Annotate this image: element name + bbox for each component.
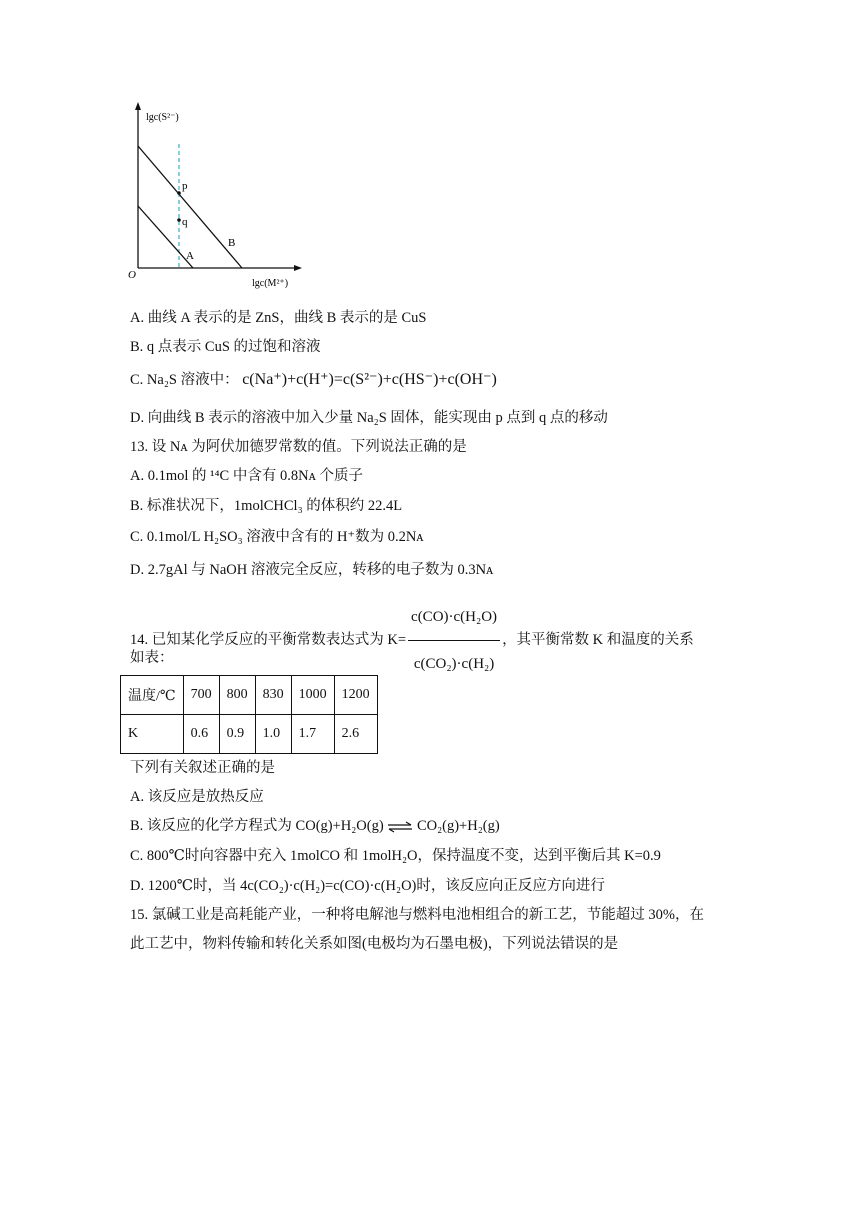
q13-option-b: B. 标准状况下，1molCHCl₃ 的体积约 22.4L — [130, 498, 403, 514]
curve-b-label: B — [228, 237, 236, 249]
q12-option-c-prefix: C. Na₂S 溶液中： — [130, 372, 239, 388]
equilibrium-arrow-icon — [387, 821, 413, 833]
q15-line2: 此工艺中，物料传输和转化关系如图(电极均为石墨电极)，下列说法错误的是 — [130, 936, 619, 952]
q13-option-c: C. 0.1mol/L H₂SO₃ 溶液中含有的 H⁺数为 0.2Nᴀ — [130, 529, 424, 545]
table-cell: 800 — [219, 676, 255, 715]
q12-option-a: A. 曲线 A 表示的是 ZnS，曲线 B 表示的是 CuS — [130, 310, 427, 326]
table-row — [121, 676, 378, 715]
q15-line1: 15. 氯碱工业是高耗能产业，一种将电解池与燃料电池相组合的新工艺，节能超过 30%，在 — [130, 907, 704, 923]
q14-stem — [130, 595, 694, 686]
table-cell: 0.6 — [183, 715, 219, 754]
table-cell: 700 — [183, 676, 219, 715]
x-axis-label: lgc(M²⁺) — [252, 278, 289, 289]
x-axis-arrow — [294, 265, 302, 271]
q14-stem-line2: 如表： — [130, 650, 174, 666]
equilibrium-constant-fraction — [408, 595, 500, 686]
table-cell: 2.6 — [334, 715, 377, 754]
table-cell: 1200 — [334, 676, 377, 715]
q13-option-a: A. 0.1mol 的 ¹⁴C 中含有 0.8Nᴀ 个质子 — [130, 468, 363, 484]
q12-option-c — [130, 370, 497, 390]
q14-option-c: C. 800℃时向容器中充入 1molCO 和 1molH₂O，保持温度不变，达到平衡后其 K=0.9 — [130, 848, 661, 864]
table-cell: 1.0 — [255, 715, 291, 754]
point-q-label: q — [182, 216, 188, 228]
point-p-dot — [177, 191, 181, 195]
q14-option-b-prefix: B. 该反应的化学方程式为 CO(g)+H₂O(g) — [130, 818, 384, 834]
table-cell: 1000 — [291, 676, 334, 715]
q14-after-table: 下列有关叙述正确的是 — [130, 760, 275, 776]
q12-option-c-equation: c(Na⁺)+c(H⁺)=c(S²⁻)+c(HS⁻)+c(OH⁻) — [242, 371, 497, 388]
q14-option-b — [130, 816, 500, 836]
y-axis-label: lgc(S²⁻) — [146, 112, 179, 123]
curve-a-label: A — [186, 250, 194, 262]
table-cell: 830 — [255, 676, 291, 715]
k-temperature-table — [120, 675, 378, 754]
fraction-denominator: c(CO₂)·c(H₂) — [413, 656, 495, 672]
q14-option-b-suffix: CO₂(g)+H₂(g) — [416, 818, 500, 834]
q13-stem: 13. 设 Nᴀ 为阿伏加德罗常数的值。下列说法正确的是 — [130, 439, 467, 455]
q12-option-b: B. q 点表示 CuS 的过饱和溶液 — [130, 339, 321, 355]
q13-option-d: D. 2.7gAl 与 NaOH 溶液完全反应，转移的电子数为 0.3Nᴀ — [130, 562, 494, 578]
q14-stem-suffix: ，其平衡常数 K 和温度的关系 — [502, 631, 694, 648]
table-cell: 温度/℃ — [121, 676, 184, 715]
y-axis-arrow — [135, 102, 141, 110]
point-q-dot — [177, 218, 181, 222]
q14-option-d: D. 1200℃时，当 4c(CO₂)·c(H₂)=c(CO)·c(H₂O)时，该反应向正反应方向进行 — [130, 878, 605, 894]
table-cell: 0.9 — [219, 715, 255, 754]
q12-option-d: D. 向曲线 B 表示的溶液中加入少量 Na₂S 固体，能实现由 p 点到 q 点的移动 — [130, 410, 608, 426]
fraction-numerator: c(CO)·c(H₂O) — [408, 595, 500, 641]
table-cell: 1.7 — [291, 715, 334, 754]
q14-option-a: A. 该反应是放热反应 — [130, 789, 264, 805]
point-p-label: p — [182, 180, 188, 192]
q14-stem-prefix: 14. 已知某化学反应的平衡常数表达式为 K= — [130, 631, 407, 648]
origin-label: O — [128, 269, 136, 281]
table-cell: K — [121, 715, 184, 754]
solubility-figure — [118, 96, 328, 301]
table-row — [121, 715, 378, 754]
